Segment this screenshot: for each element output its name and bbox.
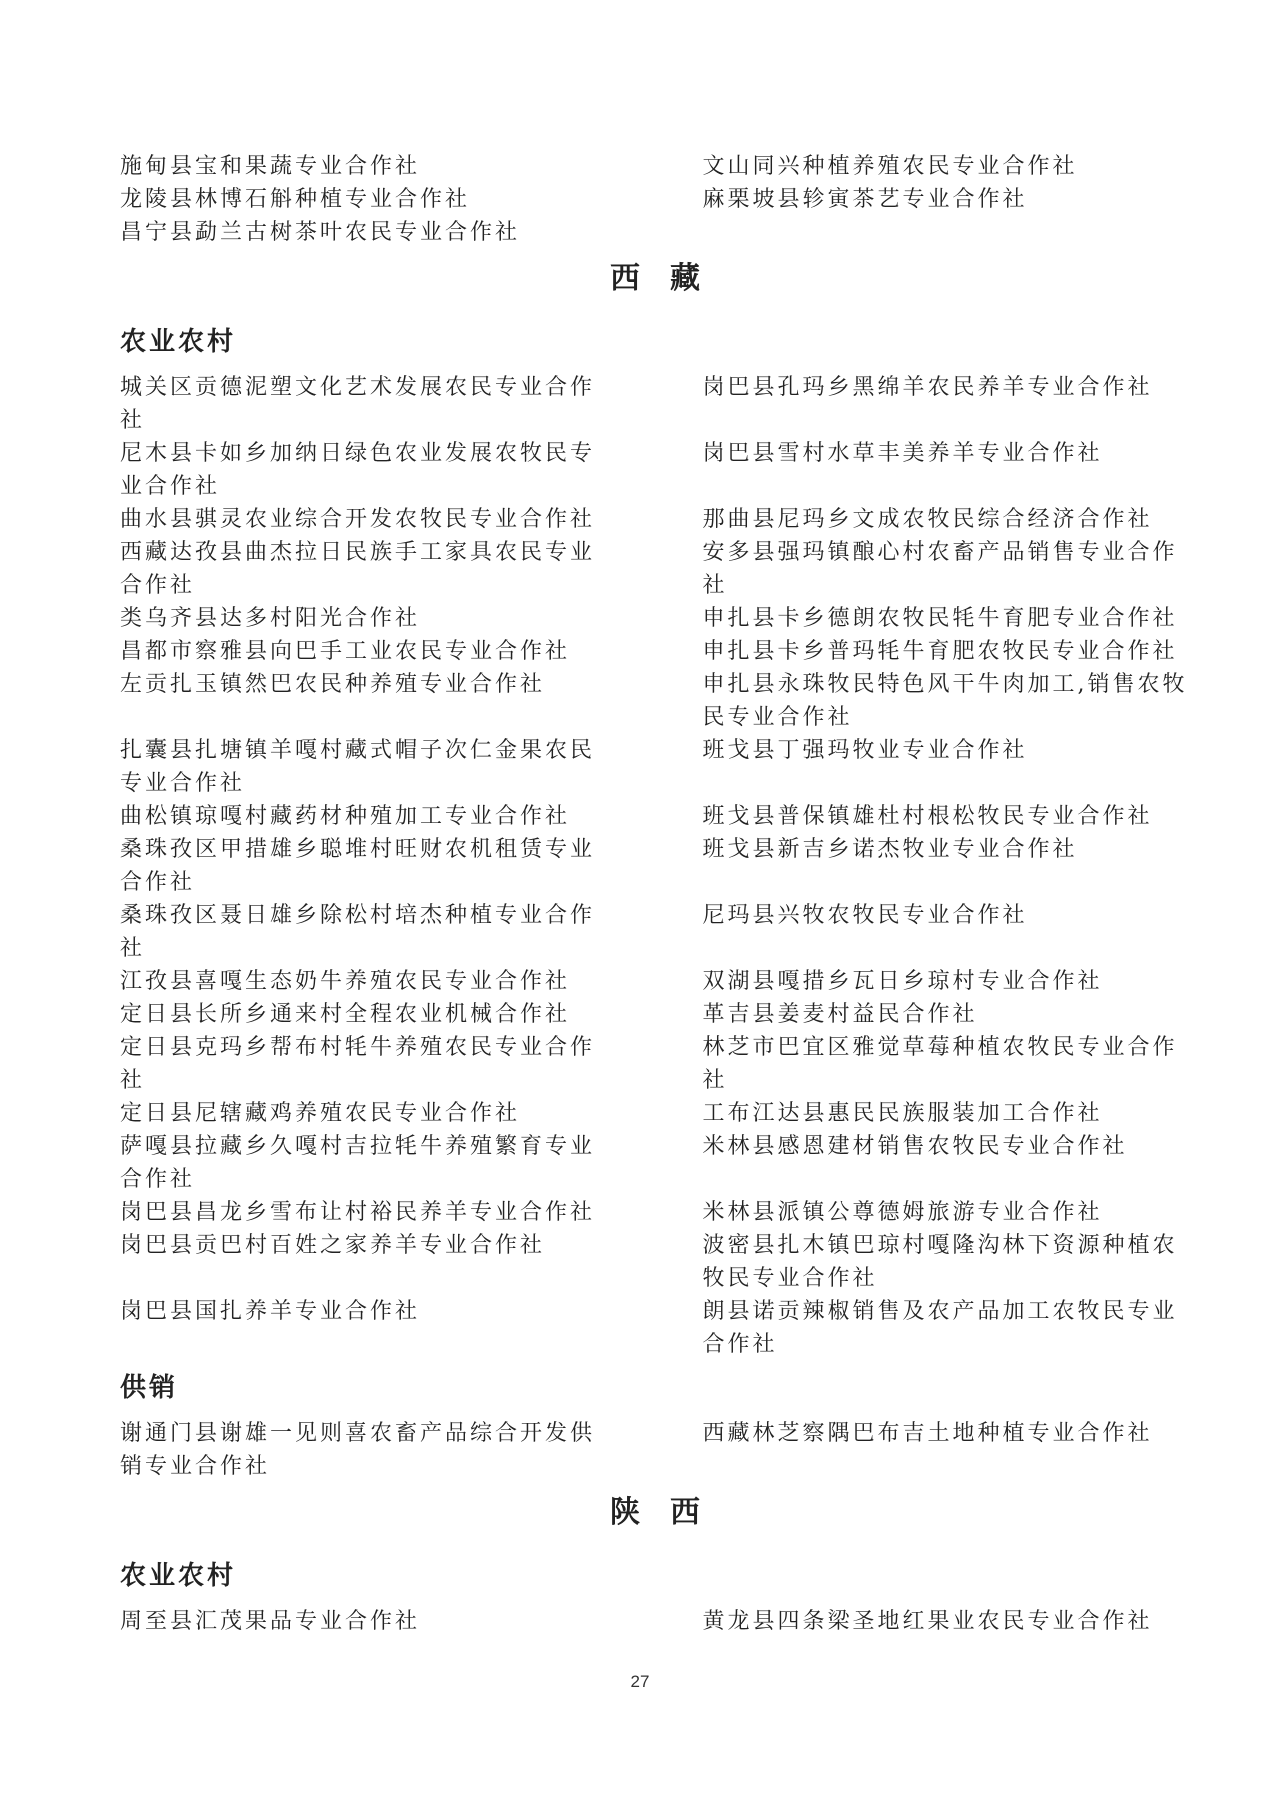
entry-left: 萨嘎县拉藏乡久嘎村吉拉牦牛养殖繁育专业合作社 — [120, 1134, 596, 1192]
entry-right: 米林县感恩建材销售农牧民专业合作社 — [702, 1134, 1128, 1159]
entry-right: 黄龙县四条梁圣地红果业农民专业合作社 — [702, 1609, 1153, 1634]
table-row — [120, 1196, 1190, 1229]
table-row — [120, 183, 1190, 216]
table-row — [120, 437, 1190, 503]
table-row — [120, 536, 1190, 602]
entry-left: 桑珠孜区聂日雄乡除松村培杰种植专业合作社 — [120, 903, 596, 961]
entry-right: 岗巴县孔玛乡黑绵羊农民养羊专业合作社 — [702, 375, 1153, 400]
xizang-supply-list — [120, 1417, 1190, 1483]
entry-right: 申扎县卡乡普玛牦牛育肥农牧民专业合作社 — [702, 639, 1178, 664]
table-row — [120, 965, 1190, 998]
entry-right: 朗县诺贡辣椒销售及农产品加工农牧民专业合作社 — [702, 1299, 1178, 1357]
entry-right: 安多县强玛镇酿心村农畜产品销售专业合作社 — [702, 540, 1178, 598]
entry-left: 定日县克玛乡帮布村牦牛养殖农民专业合作社 — [120, 1035, 596, 1093]
category-heading-supply: 供销 — [120, 1373, 179, 1403]
entry-right: 申扎县永珠牧民特色风干牛肉加工,销售农牧民专业合作社 — [702, 672, 1188, 730]
entry-right: 西藏林芝察隅巴布吉土地种植专业合作社 — [702, 1421, 1153, 1446]
entry-left: 昌宁县勐兰古树茶叶农民专业合作社 — [120, 220, 521, 245]
region-heading-shaanxi: 陕西 — [610, 1495, 730, 1530]
entry-left: 城关区贡德泥塑文化艺术发展农民专业合作社 — [120, 375, 596, 433]
entry-right: 波密县扎木镇巴琼村嘎隆沟林下资源种植农牧民专业合作社 — [702, 1233, 1178, 1291]
table-row — [120, 1295, 1190, 1361]
entry-left: 施甸县宝和果蔬专业合作社 — [120, 154, 421, 179]
table-row — [120, 503, 1190, 536]
entry-right: 麻栗坡县轸寅茶艺专业合作社 — [702, 187, 1028, 212]
entry-right: 米林县派镇公尊德姆旅游专业合作社 — [702, 1200, 1103, 1225]
table-row — [120, 1097, 1190, 1130]
table-row — [120, 371, 1190, 437]
entry-right: 申扎县卡乡德朗农牧民牦牛育肥专业合作社 — [702, 606, 1178, 631]
entry-left: 左贡扎玉镇然巴农民种养殖专业合作社 — [120, 672, 546, 697]
entry-left: 西藏达孜县曲杰拉日民族手工家具农民专业合作社 — [120, 540, 596, 598]
entry-right: 革吉县姜麦村益民合作社 — [702, 1002, 978, 1027]
table-row — [120, 833, 1190, 899]
entry-right: 班戈县普保镇雄杜村根松牧民专业合作社 — [702, 804, 1153, 829]
table-row — [120, 216, 1190, 249]
table-row — [120, 1417, 1190, 1483]
entry-left: 龙陵县林博石斛种植专业合作社 — [120, 187, 471, 212]
entry-left: 岗巴县昌龙乡雪布让村裕民养羊专业合作社 — [120, 1200, 596, 1225]
entry-right: 林芝市巴宜区雅觉草莓种植农牧民专业合作社 — [702, 1035, 1178, 1093]
table-row — [120, 602, 1190, 635]
table-row — [120, 800, 1190, 833]
top-entry-list — [120, 150, 1190, 249]
entry-right: 班戈县丁强玛牧业专业合作社 — [702, 738, 1028, 763]
entry-right: 工布江达县惠民民族服装加工合作社 — [702, 1101, 1103, 1126]
entry-left: 定日县长所乡通来村全程农业机械合作社 — [120, 1002, 571, 1027]
xizang-agriculture-list — [120, 371, 1190, 1361]
entry-left: 谢通门县谢雄一见则喜农畜产品综合开发供销专业合作社 — [120, 1421, 596, 1479]
table-row — [120, 1229, 1190, 1295]
entry-right: 尼玛县兴牧农牧民专业合作社 — [702, 903, 1028, 928]
table-row — [120, 635, 1190, 668]
table-row — [120, 734, 1190, 800]
entry-left: 定日县尼辖藏鸡养殖农民专业合作社 — [120, 1101, 521, 1126]
entry-right: 班戈县新吉乡诺杰牧业专业合作社 — [702, 837, 1078, 862]
entry-right: 岗巴县雪村水草丰美养羊专业合作社 — [702, 441, 1103, 466]
category-heading-agriculture: 农业农村 — [120, 327, 237, 357]
table-row — [120, 899, 1190, 965]
entry-right: 文山同兴种植养殖农民专业合作社 — [702, 154, 1078, 179]
entry-left: 扎囊县扎塘镇羊嘎村藏式帽子次仁金果农民专业合作社 — [120, 738, 596, 796]
page-number: 27 — [630, 1672, 650, 1691]
entry-left: 桑珠孜区甲措雄乡聪堆村旺财农机租赁专业合作社 — [120, 837, 596, 895]
table-row — [120, 998, 1190, 1031]
entry-left: 曲水县骐灵农业综合开发农牧民专业合作社 — [120, 507, 596, 532]
entry-left: 周至县汇茂果品专业合作社 — [120, 1609, 421, 1634]
entry-left: 尼木县卡如乡加纳日绿色农业发展农牧民专业合作社 — [120, 441, 596, 499]
entry-left: 岗巴县国扎养羊专业合作社 — [120, 1299, 421, 1324]
region-heading-xizang: 西藏 — [610, 261, 730, 296]
table-row — [120, 1031, 1190, 1097]
entry-left: 曲松镇琼嘎村藏药材种殖加工专业合作社 — [120, 804, 571, 829]
entry-right: 那曲县尼玛乡文成农牧民综合经济合作社 — [702, 507, 1153, 532]
table-row — [120, 150, 1190, 183]
entry-left: 昌都市察雅县向巴手工业农民专业合作社 — [120, 639, 571, 664]
entry-right: 双湖县嘎措乡瓦日乡琼村专业合作社 — [702, 969, 1103, 994]
category-heading-agriculture: 农业农村 — [120, 1561, 237, 1591]
document-page — [120, 150, 1190, 1638]
table-row — [120, 668, 1190, 734]
table-row — [120, 1130, 1190, 1196]
table-row — [120, 1605, 1190, 1638]
entry-left: 类乌齐县达多村阳光合作社 — [120, 606, 421, 631]
shaanxi-agriculture-list — [120, 1605, 1190, 1638]
entry-left: 江孜县喜嘎生态奶牛养殖农民专业合作社 — [120, 969, 571, 994]
entry-left: 岗巴县贡巴村百姓之家养羊专业合作社 — [120, 1233, 546, 1258]
